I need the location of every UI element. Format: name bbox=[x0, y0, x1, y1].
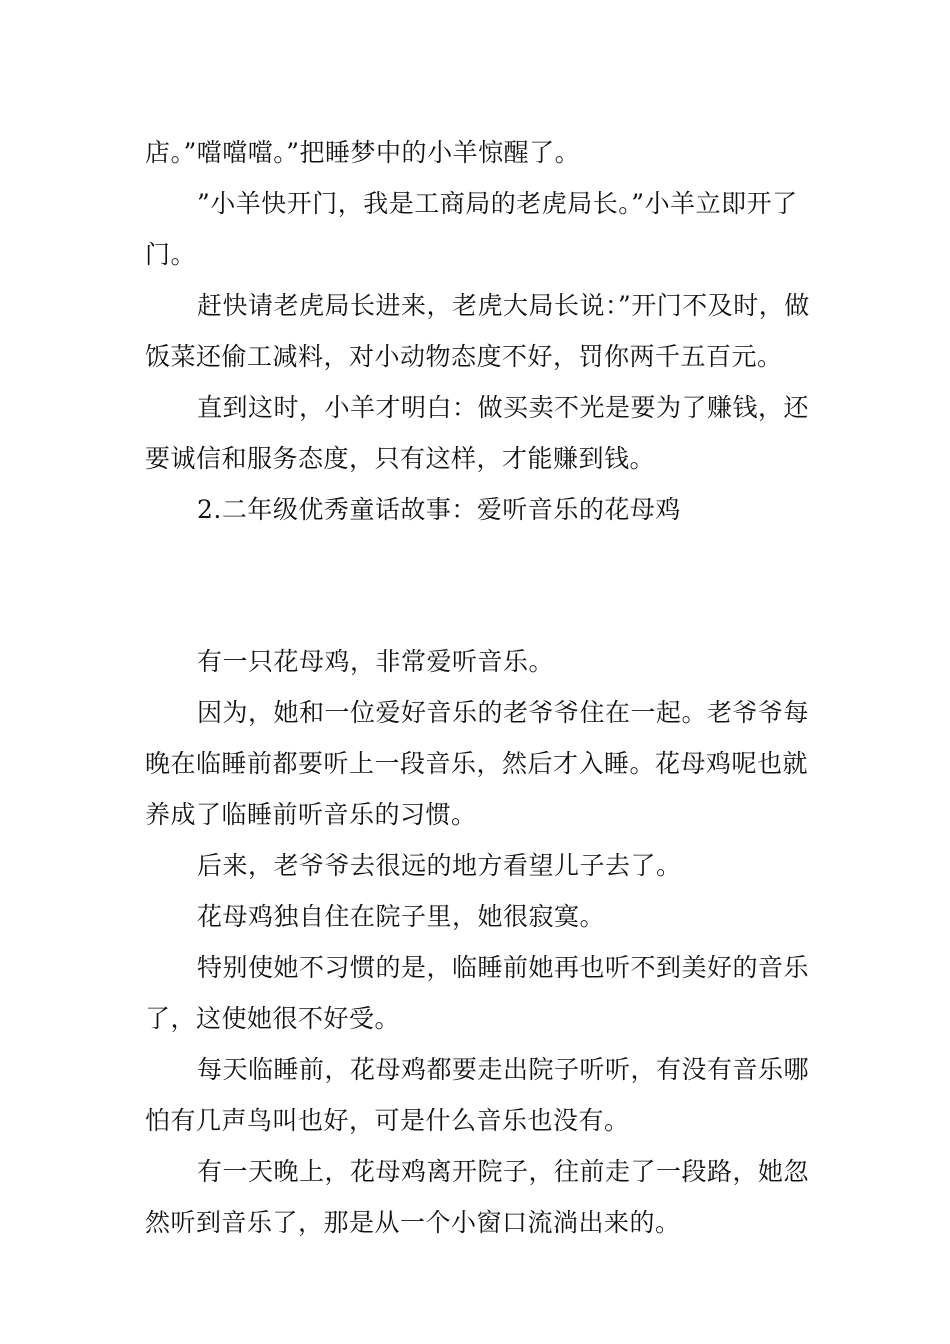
section-spacer bbox=[145, 535, 810, 636]
paragraph: 有一天晚上，花母鸡离开院子，往前走了一段路，她忽然听到音乐了，那是从一个小窗口流淌出来的。 bbox=[145, 1157, 810, 1237]
paragraph: 赶快请老虎局长进来，老虎大局长说：”开门不及时，做饭菜还偷工减料，对小动物态度不好，罚你两千五百元。 bbox=[145, 291, 810, 371]
section-heading: 2.二年级优秀童话故事：爱听音乐的花母鸡 bbox=[197, 495, 681, 524]
document-body bbox=[145, 127, 810, 1248]
paragraph: 后来，老爷爷去很远的地方看望儿子去了。 bbox=[197, 851, 682, 880]
paragraph: 直到这时，小羊才明白：做买卖不光是要为了赚钱，还要诚信和服务态度，只有这样，才能赚到钱。 bbox=[145, 393, 810, 473]
paragraph: 有一只花母鸡，非常爱听音乐。 bbox=[197, 647, 555, 676]
paragraph: 店。”噹噹噹。”把睡梦中的小羊惊醒了。 bbox=[145, 138, 581, 167]
paragraph: 每天临睡前，花母鸡都要走出院子听听，有没有音乐哪怕有几声鸟叫也好，可是什么音乐也没有。 bbox=[145, 1055, 810, 1135]
paragraph: ”小羊快开门，我是工商局的老虎局长。”小羊立即开了门。 bbox=[145, 189, 798, 269]
paragraph: 特别使她不习惯的是，临睡前她再也听不到美好的音乐了，这使她很不好受。 bbox=[145, 953, 810, 1033]
paragraph: 花母鸡独自住在院子里，她很寂寞。 bbox=[197, 902, 606, 931]
paragraph: 因为，她和一位爱好音乐的老爷爷住在一起。老爷爷每晚在临睡前都要听上一段音乐，然后才入睡。花母鸡呢也就养成了临睡前听音乐的习惯。 bbox=[145, 698, 810, 829]
